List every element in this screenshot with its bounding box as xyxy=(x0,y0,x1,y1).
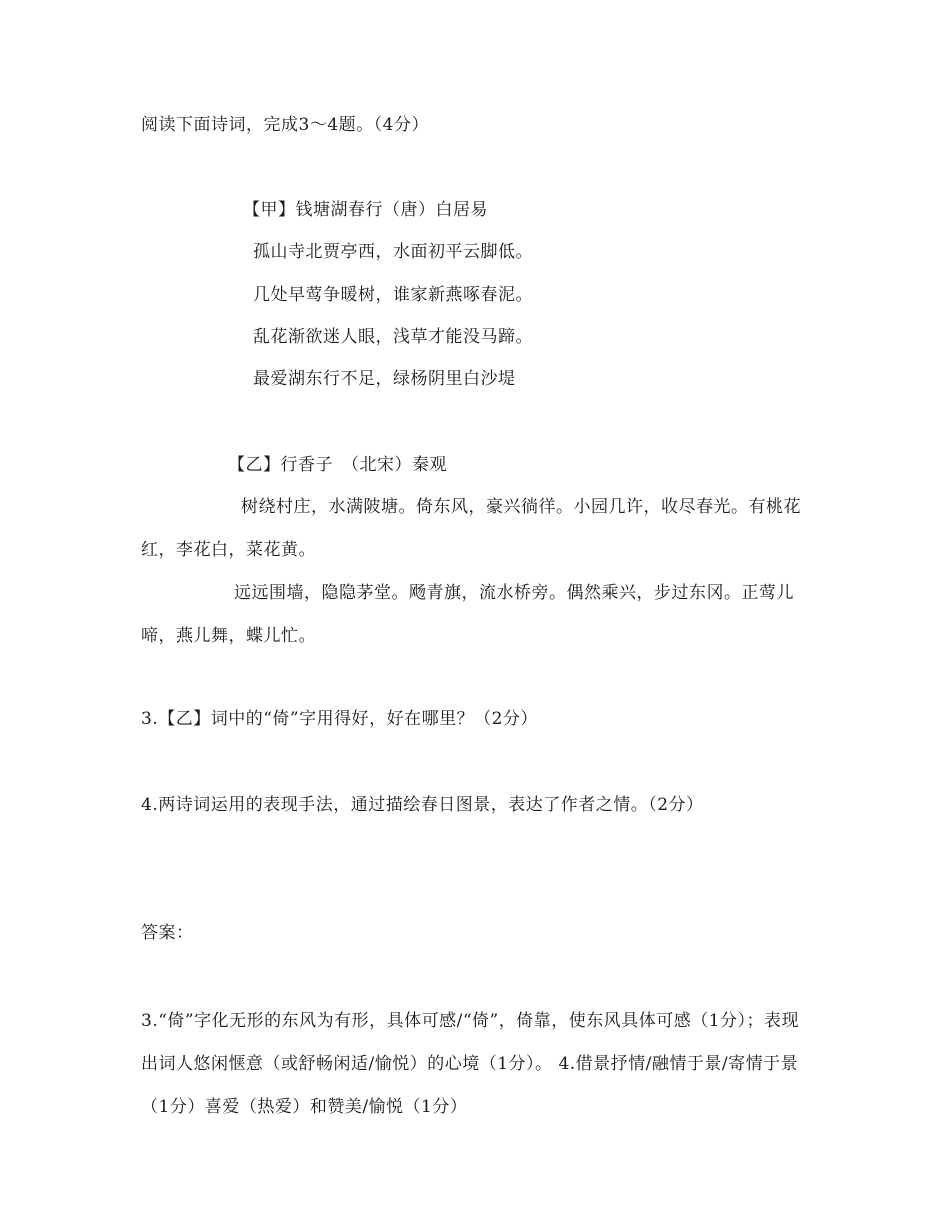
poem-a-title: 【甲】钱塘湖春行（唐）白居易 xyxy=(243,200,488,220)
poem-b-stanza-1: 树绕村庄，水满陂塘。倚东风，豪兴徜徉。小园几许，收尽春光。有桃花红，李花白，菜花黄。 xyxy=(141,497,801,560)
poem-b-title: 【乙】行香子 （北宋）秦观 xyxy=(228,455,447,475)
answer-body: 3.“倚”字化无形的东风为有形，具体可感/“倚”，倚靠，使东风具体可感（1分）；表现出词人悠闲惬意（或舒畅闲适/愉悦）的心境（1分）。 4.借景抒情/融情于景/寄情于景（1分）喜爱（热爱）和赞美/愉悦（1分） xyxy=(141,1011,800,1117)
poem-a-line: 乱花渐欲迷人眼，浅草才能没马蹄。 xyxy=(253,327,533,347)
intro-instruction: 阅读下面诗词，完成3～4题。（4分） xyxy=(141,115,429,135)
poem-b-stanza-2: 远远围墙，隐隐茅堂。飏青旗，流水桥旁。偶然乘兴，步过东冈。正莺儿啼，燕儿舞，蝶儿忙。 xyxy=(141,583,794,646)
poem-a-line: 几处早莺争暖树，谁家新燕啄春泥。 xyxy=(253,285,533,305)
question-4: 4.两诗词运用的表现手法，通过描绘春日图景，表达了作者之情。（2分） xyxy=(141,795,704,815)
answer-label: 答案： xyxy=(141,923,194,943)
question-3: 3.【乙】词中的“倚”字用得好，好在哪里？（2分） xyxy=(141,709,538,729)
poem-a-line: 孤山寺北贾亭西，水面初平云脚低。 xyxy=(253,242,533,262)
poem-a-line: 最爱湖东行不足，绿杨阴里白沙堤 xyxy=(253,369,516,389)
